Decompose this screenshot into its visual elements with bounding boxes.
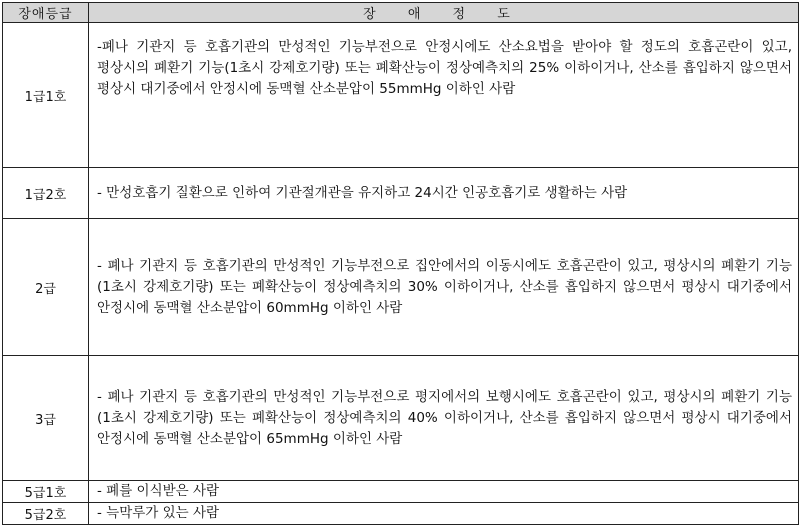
disability-grade-table-container: [2, 2, 798, 525]
grade-cell: 1급2호: [3, 168, 89, 219]
grade-cell: 1급1호: [3, 23, 89, 168]
grade-cell: 5급2호: [3, 503, 89, 525]
table-row: [3, 168, 799, 219]
description-cell: - 폐를 이식받은 사람: [89, 481, 799, 503]
disability-grade-table: [2, 2, 799, 525]
grade-cell: 3급: [3, 356, 89, 481]
grade-cell: 5급1호: [3, 481, 89, 503]
table-header-row: [3, 3, 799, 23]
table-row: [3, 481, 799, 503]
description-cell: - 폐나 기관지 등 호흡기관의 만성적인 기능부전으로 평지에서의 보행시에도 호흡곤란이 있고, 평상시의 폐환기 기능(1초시 강제호기량) 또는 폐확산능이 정상예측치의 40% 이하이거나, 산소를 흡입하지 않으면서 평상시 대기중에서 안정시에 동맥혈 산소분압이 65mmHg 이하인 사람: [89, 356, 799, 481]
description-cell: - 폐나 기관지 등 호흡기관의 만성적인 기능부전으로 집안에서의 이동시에도 호흡곤란이 있고, 평상시의 폐환기 기능(1초시 강제호기량) 또는 폐확산능이 정상예측치의 30% 이하이거나, 산소를 흡입하지 않으면서 평상시 대기중에서 안정시에 동맥혈 산소분압이 60mmHg 이하인 사람: [89, 219, 799, 356]
table-row: [3, 219, 799, 356]
description-cell: - 만성호흡기 질환으로 인하여 기관절개관을 유지하고 24시간 인공호흡기로 생활하는 사람: [89, 168, 799, 219]
table-row: [3, 23, 799, 168]
table-row: [3, 356, 799, 481]
header-description: 장 애 정 도: [89, 3, 799, 23]
description-cell: -폐나 기관지 등 호흡기관의 만성적인 기능부전으로 안정시에도 산소요법을 받아야 할 정도의 호흡곤란이 있고, 평상시의 폐환기 기능(1초시 강제호기량) 또는 폐확산능이 정상예측치의 25% 이하이거나, 산소를 흡입하지 않으면서 평상시 대기중에서 안정시에 동맥혈 산소분압이 55mmHg 이하인 사람: [89, 23, 799, 168]
grade-cell: 2급: [3, 219, 89, 356]
header-grade: 장애등급: [3, 3, 89, 23]
description-cell: - 늑막루가 있는 사람: [89, 503, 799, 525]
table-row: [3, 503, 799, 525]
